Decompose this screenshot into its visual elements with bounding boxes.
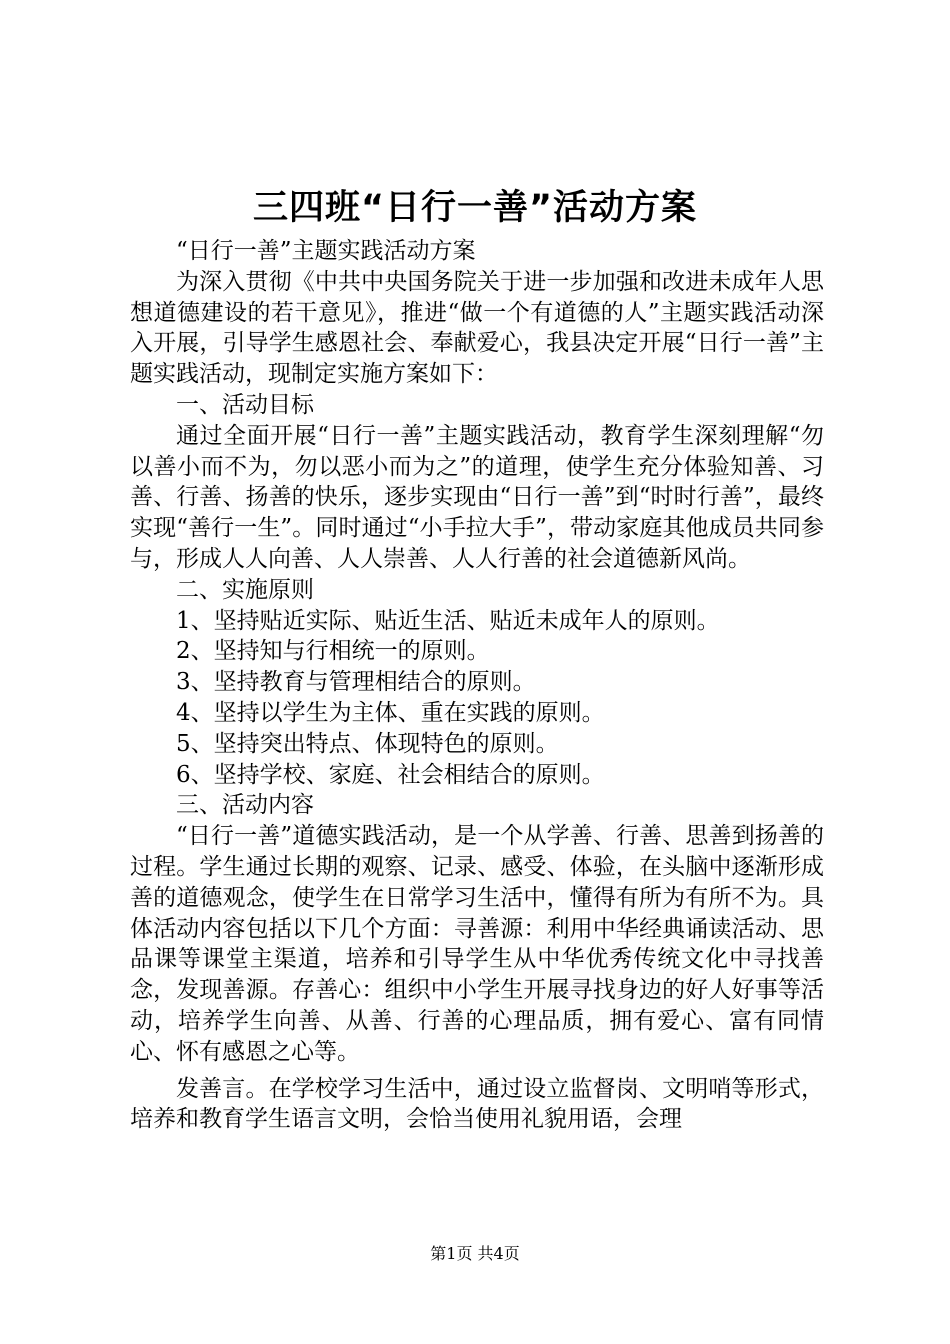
- section-heading-principles: 二、实施原则: [176, 576, 314, 603]
- document-title: 三四班“日行一善”活动方案: [252, 188, 697, 228]
- paragraph-content: “日行一善”道德实践活动，是一个从学善、行善、思善到扬善的过程。学生通过长期的观察、记录、感受、体验，在头脑中逐渐形成善的道德观念，使学生在日常学习生活中，懂得有所为有所不为。具体活动内容包括以下几个方面：寻善源：利用中华经典诵读活动、思品课等课堂主渠道，培养和引导学生从中华优秀传统文化中寻找善念，发现善源。存善心：组织中小学生开展寻找身边的好人好事等活动，培养学生向善、从善、行善的心理品质，拥有爱心、富有同情心、怀有感恩之心等。: [130, 823, 824, 1065]
- section-heading-content: 三、活动内容: [176, 792, 314, 819]
- paragraph-intro: 为深入贯彻《中共中央国务院关于进一步加强和改进未成年人思想道德建设的若干意见》，推进“做一个有道德的人”主题实践活动深入开展，引导学生感恩社会、奉献爱心，我县决定开展“日行一善”主题实践活动，现制定实施方案如下：: [130, 268, 824, 388]
- paragraph-goals: 通过全面开展“日行一善”主题实践活动，教育学生深刻理解“勿以善小而不为，勿以恶小而为之”的道理，使学生充分体验知善、习善、行善、扬善的快乐，逐步实现由“日行一善”到“时时行善”，最终实现“善行一生”。同时通过“小手拉大手”，带动家庭其他成员共同参与，形成人人向善、人人崇善、人人行善的社会道德新风尚。: [130, 422, 824, 572]
- document-body: [130, 236, 824, 1135]
- principle-item-4: 4、坚持以学生为主体、重在实践的原则。: [176, 699, 605, 726]
- paragraph-subtitle: “日行一善”主题实践活动方案: [176, 238, 476, 264]
- paragraph-speech: 发善言。在学校学习生活中，通过设立监督岗、文明哨等形式，培养和教育学生语言文明，会恰当使用礼貌用语，会理: [130, 1075, 824, 1133]
- principle-item-1: 1、坚持贴近实际、贴近生活、贴近未成年人的原则。: [176, 607, 720, 634]
- principle-item-5: 5、坚持突出特点、体现特色的原则。: [176, 730, 559, 757]
- section-heading-goals: 一、活动目标: [176, 391, 314, 418]
- principle-item-3: 3、坚持教育与管理相结合的原则。: [176, 669, 536, 696]
- principle-item-2: 2、坚持知与行相统一的原则。: [176, 638, 490, 665]
- principle-item-6: 6、坚持学校、家庭、社会相结合的原则。: [176, 761, 605, 788]
- page-footer: 第1页 共4页: [430, 1244, 520, 1263]
